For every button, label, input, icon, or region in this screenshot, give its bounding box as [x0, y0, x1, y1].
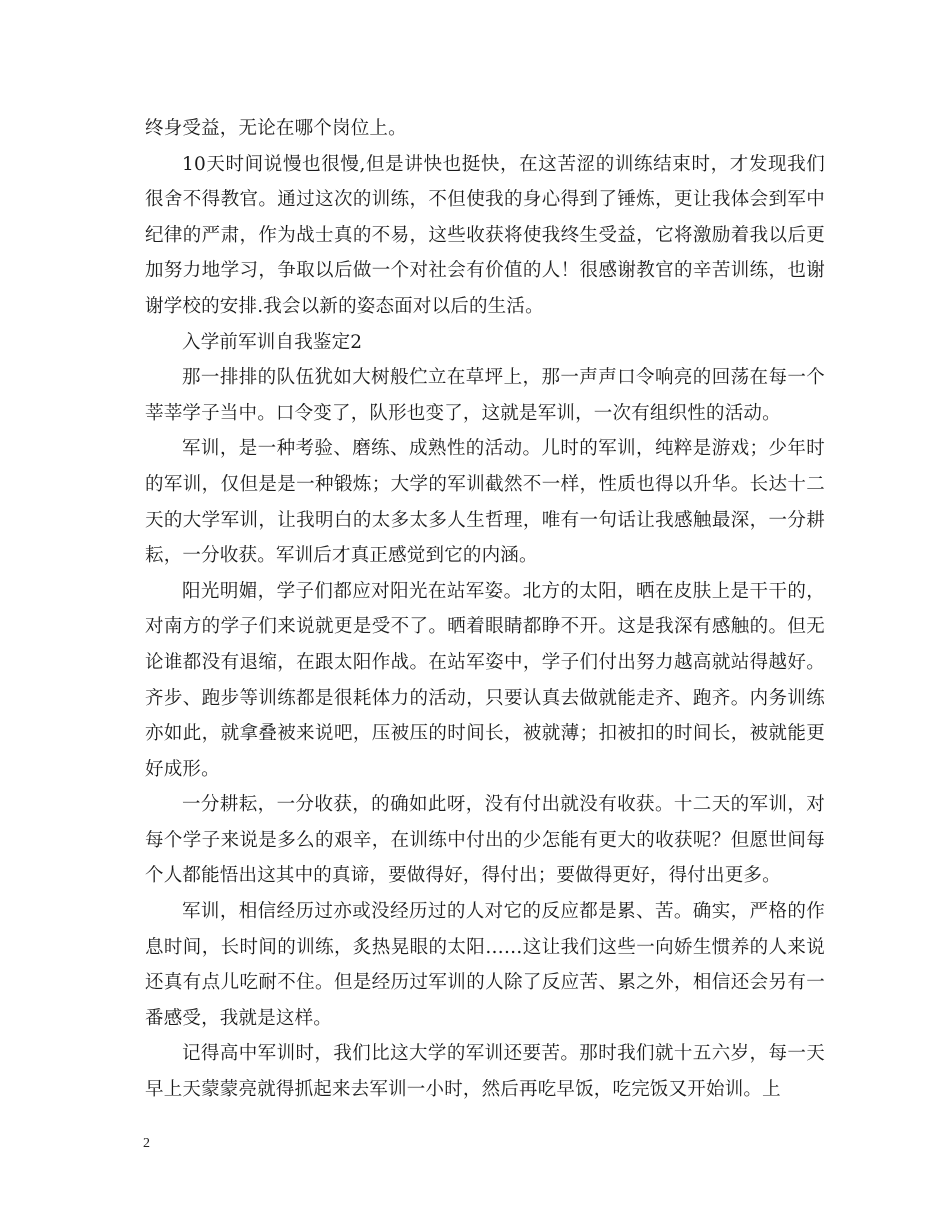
paragraph: 10天时间说慢也很慢,但是讲快也挺快，在这苦涩的训练结束时，才发现我们很舍不得教官。通过这次的训练，不但使我的身心得到了锤炼，更让我体会到军中纪律的严肃，作为战士真的不易，这些收获将使我终生受益，它将激励着我以后更加努力地学习，争取以后做一个对社会有价值的人！很感谢教官的辛苦训练，也谢谢学校的安排.我会以新的姿态面对以后的生活。 — [145, 153, 825, 317]
document-body — [145, 111, 825, 1108]
paragraph: 军训，相信经历过亦或没经历过的人对它的反应都是累、苦。确实，严格的作息时间，长时间的训练，炙热晃眼的太阳……这让我们这些一向娇生惯养的人来说还真有点儿吃耐不住。但是经历过军训的人除了反应苦、累之外，相信还会另有一番感受，我就是这样。 — [145, 901, 825, 1029]
paragraph: 记得高中军训时，我们比这大学的军训还要苦。那时我们就十五六岁，每一天早上天蒙蒙亮就得抓起来去军训一小时，然后再吃早饭，吃完饭又开始训。上 — [145, 1043, 825, 1101]
paragraph: 军训，是一种考验、磨练、成熟性的活动。儿时的军训，纯粹是游戏；少年时的军训，仅但是是一种锻炼；大学的军训截然不一样，性质也得以升华。长达十二天的大学军训，让我明白的太多太多人生哲理，唯有一句话让我感触最深，一分耕耘，一分收获。军训后才真正感觉到它的内涵。 — [145, 438, 825, 567]
page-number: 2 — [143, 1136, 150, 1151]
paragraph: 那一排排的队伍犹如大树般伫立在草坪上，那一声声口令响亮的回荡在每一个莘莘学子当中。口令变了，队形也变了，这就是军训，一次有组织性的活动。 — [145, 367, 825, 424]
paragraph: 一分耕耘，一分收获，的确如此呀，没有付出就没有收获。十二天的军训，对每个学子来说是多么的艰辛，在训练中付出的少怎能有更大的收获呢？但愿世间每个人都能悟出这其中的真谛，要做得好，得付出；要做得更好，得付出更多。 — [145, 794, 825, 887]
paragraph-continuation: 终身受益，无论在哪个岗位上。 — [145, 118, 407, 139]
section-heading: 入学前军训自我鉴定2 — [182, 331, 363, 353]
paragraph: 阳光明媚，学子们都应对阳光在站军姿。北方的太阳，晒在皮肤上是干干的，对南方的学子们来说就更是受不了。晒着眼睛都睁不开。这是我深有感触的。但无论谁都没有退缩，在跟太阳作战。在站军姿中，学子们付出努力越高就站得越好。齐步、跑步等训练都是很耗体力的活动，只要认真去做就能走齐、跑齐。内务训练亦如此，就拿叠被来说吧，压被压的时间长，被就薄；扣被扣的时间长，被就能更好成形。 — [145, 580, 825, 780]
